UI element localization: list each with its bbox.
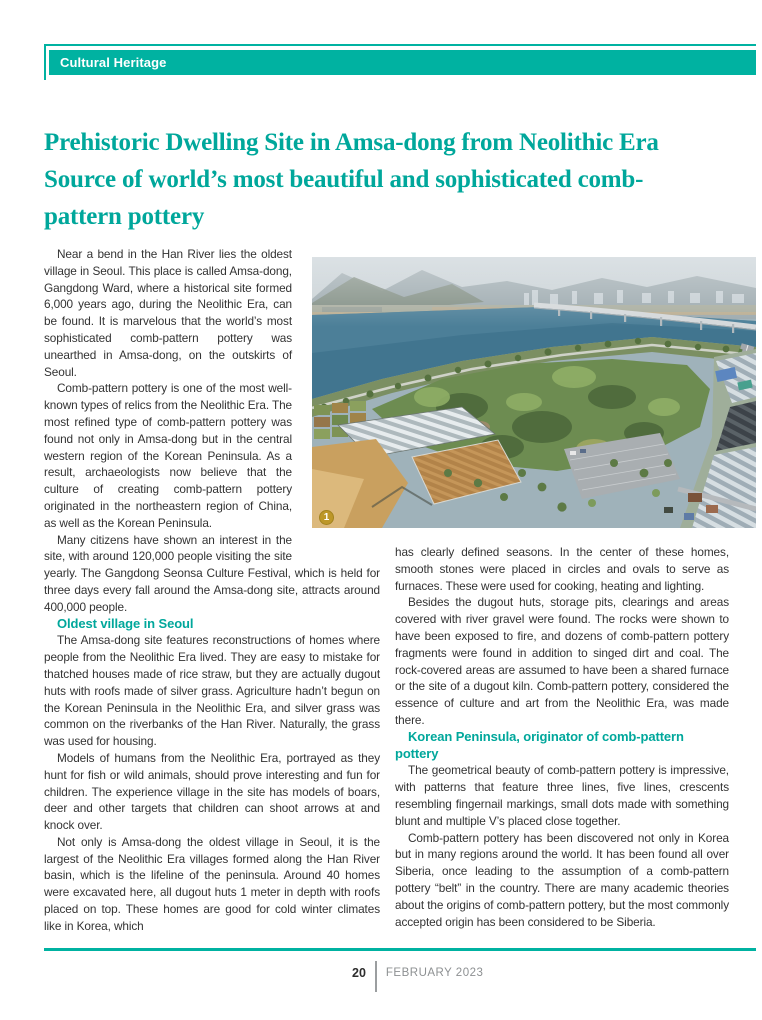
section2-paragraph-2: Comb-pattern pottery has been discovered not only in Korea but in many regions around the world. It has been found all over Siberia, once leading to the assumption of a comb-pattern pottery “belt” in the country. There are many academic theories about the origins of comb-pattern pottery, but the most commonly accepted origin has been considered to be Siberia. [395, 830, 729, 929]
section-heading-oldest-village: Oldest village in Seoul [57, 615, 194, 631]
title-line-3: pattern pottery [44, 203, 205, 230]
left-column [44, 246, 380, 935]
continuation-paragraph-2: Besides the dugout huts, storage pits, clearings and areas covered with river gravel were found. The rocks were shown to have been exposed to fire, and dozens of comb-pattern pottery fragments were found in addition to singed dirt and coal. The rock-covered areas are assumed to have been a shared furnace or the site of a dugout kiln. Comb-pattern pottery, considered the essence of culture and art from the Neolithic Era, was made there. [395, 595, 729, 727]
title-line-1: Prehistoric Dwelling Site in Amsa-dong from Neolithic Era [44, 129, 659, 156]
lead-paragraph-1: Near a bend in the Han River lies the oldest village in Seoul. This place is called Amsa-dong, Gangdong Ward, where a historical site formed 6,000 years ago, during the Neolithic Era, can be found. It is marvelous that the world’s most sophisticated comb-pattern pottery was unearthed in Amsa-dong, on the outskirts of Seoul. [44, 247, 292, 379]
page-title [44, 124, 758, 235]
photo-wrap-spacer [292, 246, 380, 564]
issue-date: FEBRUARY 2023 [385, 967, 484, 979]
kicker-rule [44, 44, 756, 80]
lead-paragraph-2: Comb-pattern pottery is one of the most well-known types of relics from the Neolithic Era. The most refined type of comb-pattern pottery was found not only in Amsa-dong but in the central western region of the Korean Peninsula. As a result, archaeologists now believe that the culture of creating comb-pattern pottery originated in the northeastern region of China, as well as the Korean Peninsula. [44, 381, 292, 530]
page-number: 20 [352, 966, 366, 980]
right-column [395, 544, 729, 930]
footer [352, 961, 483, 992]
footer-separator [375, 961, 377, 992]
figure-number-badge: 1 [319, 510, 334, 525]
kicker-label: Cultural Heritage [60, 55, 167, 70]
section1-paragraph-3: Not only is Amsa-dong the oldest village in Seoul, it is the largest of the Neolithic Era villages formed along the Han River basin, which is the lifeline of the peninsula. Around 40 homes were excavated here, all dugout huts 1 meter in depth with roofs placed on top. These homes are good for cold winter climates like in Korea, which [44, 834, 380, 933]
footer-rule [44, 948, 756, 951]
title-line-2: Source of world’s most beautiful and sophisticated comb- [44, 166, 644, 193]
section1-paragraph-1: The Amsa-dong site features reconstructions of homes where people from the Neolithic Era lived. They are easy to mistake for thatched houses made of rice straw, but they are actually dugout huts with roofs made of silver grass. Agriculture hadn’t begun on the Korean Peninsula in the Neolithic Era, and silver grass was common on the riverbanks of the Han River. Naturally, the grass was used for housing. [44, 633, 380, 749]
section-heading-korean-peninsula: Korean Peninsula, originator of comb-pattern pottery [395, 728, 684, 761]
continuation-paragraph-1: has clearly defined seasons. In the center of these homes, smooth stones were placed in circles and ovals to serve as furnaces. These were used for cooking, heating and lighting. [395, 545, 729, 593]
lead-paragraph-3: Many citizens have shown an interest in the site, with around 120,000 people visiting the site yearly. The Gangdong Seonsa Culture Festival, which is held for three days every fall around the Amsa-dong site, attracts around 400,000 people. [44, 532, 380, 614]
kicker-bar [49, 50, 756, 75]
section2-paragraph-1: The geometrical beauty of comb-pattern pottery is impressive, with patterns that feature three lines, five lines, crescents resembling fingernail markings, small dots made with something blunt and multiple V’s placed close together. [395, 763, 729, 828]
section1-paragraph-2: Models of humans from the Neolithic Era, portrayed as they hunt for fish or wild animals, should prove interesting and fun for children. The experience village in the site has models of boars, deer and other targets that children can shoot arrows at and knock over. [44, 750, 380, 833]
